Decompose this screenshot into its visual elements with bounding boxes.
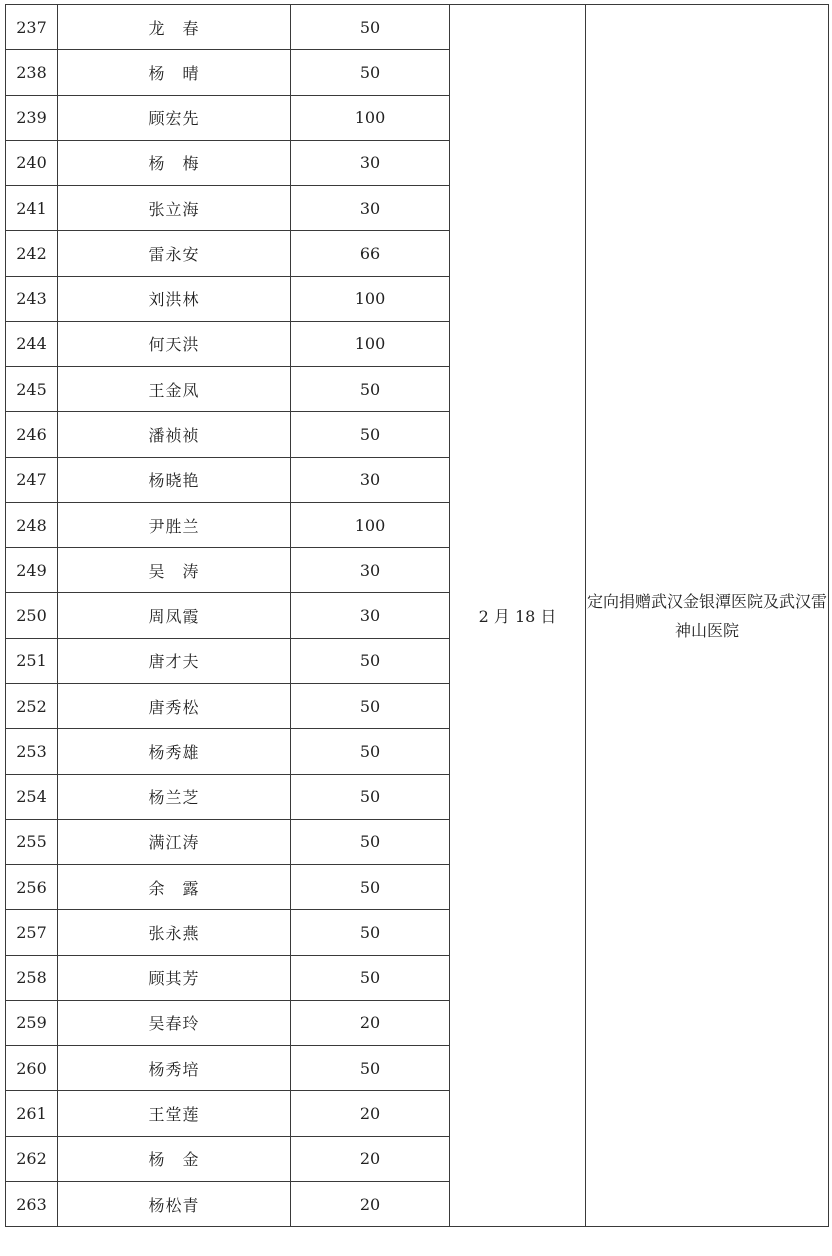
amount-cell: 50: [291, 865, 450, 910]
row-number-cell: 252: [6, 683, 58, 728]
amount-cell: 50: [291, 638, 450, 683]
donor-name-cell: 唐才夫: [58, 638, 291, 683]
amount-cell: 20: [291, 1091, 450, 1136]
amount-cell: 20: [291, 1000, 450, 1045]
amount-cell: 50: [291, 774, 450, 819]
amount-cell: 100: [291, 502, 450, 547]
amount-cell: 50: [291, 819, 450, 864]
row-number-cell: 241: [6, 186, 58, 231]
row-number-cell: 248: [6, 502, 58, 547]
amount-cell: 50: [291, 910, 450, 955]
donor-name-cell: 王堂莲: [58, 1091, 291, 1136]
row-number-cell: 249: [6, 548, 58, 593]
table-row: [6, 5, 829, 50]
amount-cell: 30: [291, 457, 450, 502]
donor-name-cell: 余 露: [58, 865, 291, 910]
row-number-cell: 242: [6, 231, 58, 276]
row-number-cell: 260: [6, 1046, 58, 1091]
donor-name-cell: 刘洪林: [58, 276, 291, 321]
amount-cell: 66: [291, 231, 450, 276]
row-number-cell: 261: [6, 1091, 58, 1136]
row-number-cell: 240: [6, 140, 58, 185]
amount-cell: 30: [291, 548, 450, 593]
row-number-cell: 243: [6, 276, 58, 321]
row-number-cell: 238: [6, 50, 58, 95]
donor-name-cell: 潘祯祯: [58, 412, 291, 457]
amount-cell: 20: [291, 1136, 450, 1181]
row-number-cell: 244: [6, 321, 58, 366]
donor-name-cell: 杨 晴: [58, 50, 291, 95]
donor-name-cell: 周凤霞: [58, 593, 291, 638]
amount-cell: 100: [291, 95, 450, 140]
donor-name-cell: 龙 春: [58, 5, 291, 50]
row-number-cell: 250: [6, 593, 58, 638]
row-number-cell: 263: [6, 1181, 58, 1226]
row-number-cell: 251: [6, 638, 58, 683]
amount-cell: 50: [291, 683, 450, 728]
amount-cell: 50: [291, 50, 450, 95]
row-number-cell: 237: [6, 5, 58, 50]
row-number-cell: 257: [6, 910, 58, 955]
row-number-cell: 247: [6, 457, 58, 502]
row-number-cell: 254: [6, 774, 58, 819]
donor-name-cell: 杨兰芝: [58, 774, 291, 819]
donor-name-cell: 杨松青: [58, 1181, 291, 1226]
row-number-cell: 256: [6, 865, 58, 910]
row-number-cell: 239: [6, 95, 58, 140]
donor-name-cell: 吴春玲: [58, 1000, 291, 1045]
donor-name-cell: 张永燕: [58, 910, 291, 955]
amount-cell: 50: [291, 5, 450, 50]
row-number-cell: 258: [6, 955, 58, 1000]
row-number-cell: 253: [6, 729, 58, 774]
amount-cell: 20: [291, 1181, 450, 1226]
amount-cell: 50: [291, 412, 450, 457]
donor-name-cell: 满江涛: [58, 819, 291, 864]
donor-name-cell: 顾宏先: [58, 95, 291, 140]
donation-table: [5, 4, 829, 1227]
amount-cell: 50: [291, 729, 450, 774]
donor-name-cell: 杨 金: [58, 1136, 291, 1181]
donor-name-cell: 尹胜兰: [58, 502, 291, 547]
donation-date-cell: 2 月 18 日: [450, 5, 586, 1227]
amount-cell: 30: [291, 186, 450, 231]
donor-name-cell: 雷永安: [58, 231, 291, 276]
row-number-cell: 255: [6, 819, 58, 864]
donation-table-body: [6, 5, 829, 1227]
donor-name-cell: 何天洪: [58, 321, 291, 366]
donor-name-cell: 王金凤: [58, 367, 291, 412]
row-number-cell: 245: [6, 367, 58, 412]
donor-name-cell: 杨秀培: [58, 1046, 291, 1091]
donor-name-cell: 吴 涛: [58, 548, 291, 593]
amount-cell: 30: [291, 140, 450, 185]
amount-cell: 50: [291, 955, 450, 1000]
donation-purpose-cell: 定向捐赠武汉金银潭医院及武汉雷神山医院: [586, 5, 829, 1227]
amount-cell: 50: [291, 1046, 450, 1091]
donor-name-cell: 杨 梅: [58, 140, 291, 185]
row-number-cell: 259: [6, 1000, 58, 1045]
donor-name-cell: 杨秀雄: [58, 729, 291, 774]
amount-cell: 100: [291, 276, 450, 321]
donor-name-cell: 杨晓艳: [58, 457, 291, 502]
row-number-cell: 262: [6, 1136, 58, 1181]
donor-name-cell: 唐秀松: [58, 683, 291, 728]
donor-name-cell: 顾其芳: [58, 955, 291, 1000]
amount-cell: 30: [291, 593, 450, 638]
row-number-cell: 246: [6, 412, 58, 457]
donor-name-cell: 张立海: [58, 186, 291, 231]
amount-cell: 50: [291, 367, 450, 412]
amount-cell: 100: [291, 321, 450, 366]
